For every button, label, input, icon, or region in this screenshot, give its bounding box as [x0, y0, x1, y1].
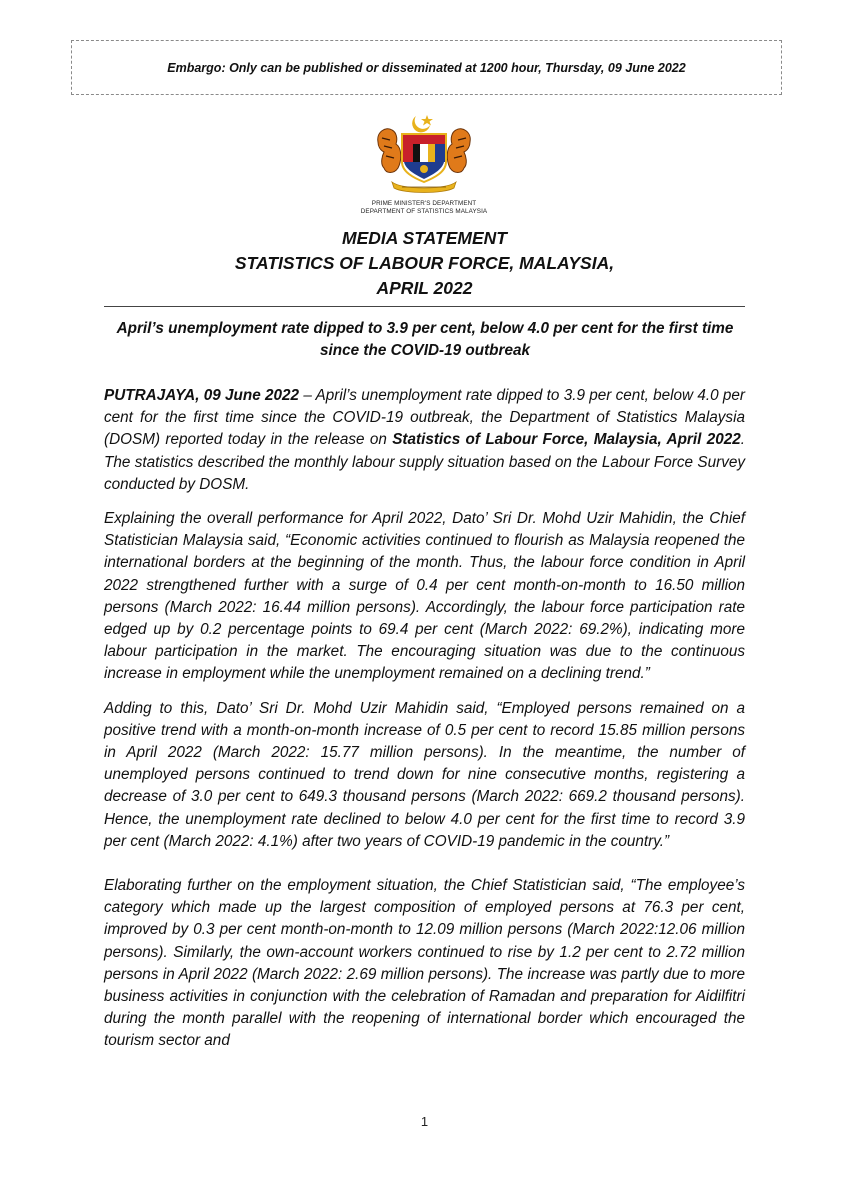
statement-title — [104, 226, 745, 301]
dateline: PUTRAJAYA, 09 June 2022 — [104, 387, 300, 404]
malaysia-coat-of-arms-logo — [372, 112, 476, 196]
statement-body — [104, 385, 745, 1065]
department-line-2: DEPARTMENT OF STATISTICS MALAYSIA — [360, 208, 488, 215]
page-number: 1 — [420, 1114, 429, 1129]
paragraph-2: Explaining the overall performance for April 2022, Dato’ Sri Dr. Mohd Uzir Mahidin, the Chief Statistician Malaysia said, “Economic activities continued to flourish as Malaysia reopened the international borders at the beginning of the month. Thus, the labour force condition in April 2022 strengthened further with a surge of 0.4 per cent month-on-month to 16.50 million persons (March 2022: 16.44 million persons). Accordingly, the labour force participation rate edged up by 0.2 percentage points to 69.4 per cent (March 2022: 69.2%), indicating more labour participation in the market. The encouraging situation was due to the continuous increase in employment while the unemployment remained on a declining trend.” — [104, 510, 745, 683]
paragraph-1-text-a: – April’s unemployment rate dipped to 3.9 per cent, below 4.0 per cent for the first time since the COVID-19 outbreak, the Department of Statistics Malaysia (DOSM) reported today in the release on — [104, 387, 745, 449]
department-line-1: PRIME MINISTER'S DEPARTMENT — [371, 200, 477, 207]
release-name: Statistics of Labour Force, Malaysia, April 2022 — [392, 431, 741, 449]
paragraph-1-text-b: . The statistics described the monthly labour supply situation based on the Labour Force Survey conducted by DOSM. — [104, 431, 745, 493]
embargo-notice-box — [71, 40, 782, 95]
paragraph-1 — [104, 385, 745, 496]
department-label — [324, 200, 524, 216]
embargo-notice: Embargo: Only can be published or disseminated at 1200 hour, Thursday, 09 June 2022 — [167, 60, 686, 75]
paragraph-4: Elaborating further on the employment situation, the Chief Statistician said, “The employee’s category which made up the largest composition of employed persons at 76.3 per cent, improved by 0.3 per cent month-on-month to 12.09 million persons (March 2022:12.06 million persons). Similarly, the own-account workers continued to rise by 1.2 per cent to 2.72 million persons in April 2022 (March 2022: 2.69 million persons). The increase was partly due to more business activities in conjunction with the celebration of Ramadan and preparation for Aidilfitri during the month parallel with the reopening of international border which encouraged the tourism sector and — [104, 877, 745, 1050]
title-line-2: STATISTICS OF LABOUR FORCE, MALAYSIA, — [234, 253, 615, 273]
headline: April’s unemployment rate dipped to 3.9 per cent, below 4.0 per cent for the first time since the COVID-19 outbreak — [116, 320, 734, 359]
paragraph-3: Adding to this, Dato’ Sri Dr. Mohd Uzir Mahidin said, “Employed persons remained on a positive trend with a month-on-month increase of 0.5 per cent to record 15.85 million persons in April 2022 (March 2022: 15.77 million persons). In the meantime, the number of unemployed persons continued to trend down for nine consecutive months, registering a decrease of 3.0 per cent to 649.3 thousand persons (March 2022: 669.2 thousand persons). Hence, the unemployment rate declined to below 4.0 per cent for the first time to record 3.9 per cent (March 2022: 4.1%) after two years of COVID-19 pandemic in the country.” — [104, 699, 745, 850]
title-line-3: APRIL 2022 — [376, 278, 473, 298]
title-line-1: MEDIA STATEMENT — [342, 228, 507, 248]
title-divider — [104, 306, 745, 307]
